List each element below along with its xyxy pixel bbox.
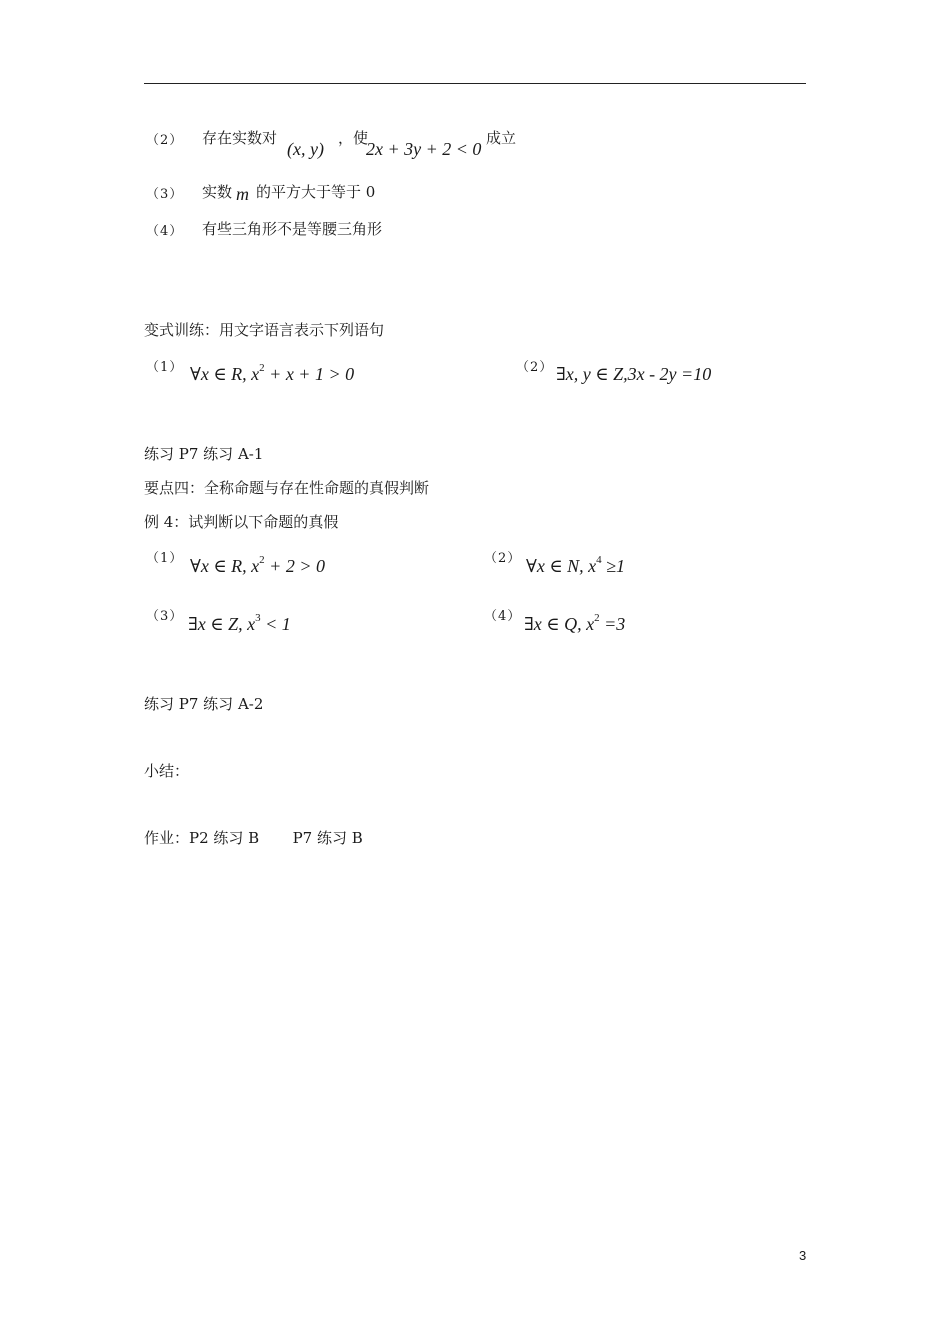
math-pair: (x, y) (287, 139, 324, 159)
section-heading: 变式训练：用文字语言表示下列语句 (144, 321, 385, 339)
math-inequality: 2x + 3y + 2 < 0 (366, 139, 482, 159)
math-formula: ∃x ∈ Q, $x^2 =3$ (524, 612, 626, 634)
item-text: 有些三角形不是等腰三角形 (202, 220, 383, 238)
math-formula: ∃x, y ∈ Z,3x - 2y =10 (556, 364, 712, 384)
example-heading: 例 4：试判断以下命题的真假 (144, 513, 339, 531)
item-number: （4） (146, 224, 184, 239)
practice-line: 练习 P7 练习 A-2 (144, 695, 264, 713)
item-number: （3） (146, 609, 184, 624)
item-number: （2） (484, 551, 522, 566)
math-formula: ∀x ∈ R, $x^2 + 2 > 0$ (190, 554, 325, 576)
item-number: （2） (146, 133, 184, 148)
homework-line: 作业：P2 练习 B P7 练习 B (144, 829, 363, 847)
section-heading: 要点四：全称命题与存在性命题的真假判断 (144, 479, 430, 497)
math-formula: ∃x ∈ Z, $x^3 < 1$ (188, 612, 291, 634)
item-text: ，使 (338, 129, 369, 147)
header-rule (144, 83, 806, 84)
practice-line: 练习 P7 练习 A-1 (144, 445, 264, 463)
math-formula: ∀x ∈ R, $x^2 + x + 1 > 0$ (190, 362, 355, 384)
item-number: （3） (146, 187, 184, 202)
item-text: 实数 (202, 183, 233, 201)
summary-label: 小结： (144, 762, 190, 780)
item-number: （1） (146, 551, 184, 566)
item-text: 存在实数对 (202, 129, 278, 147)
math-variable: m (236, 184, 249, 204)
item-text: 的平方大于等于 0 (256, 183, 376, 201)
item-text: 成立 (486, 129, 517, 147)
page-number: 3 (799, 1248, 807, 1263)
item-number: （2） (516, 360, 554, 375)
item-number: （1） (146, 360, 184, 375)
item-number: （4） (484, 609, 522, 624)
math-formula: ∀x ∈ N, $x^4 \ge 1$ (526, 554, 626, 576)
